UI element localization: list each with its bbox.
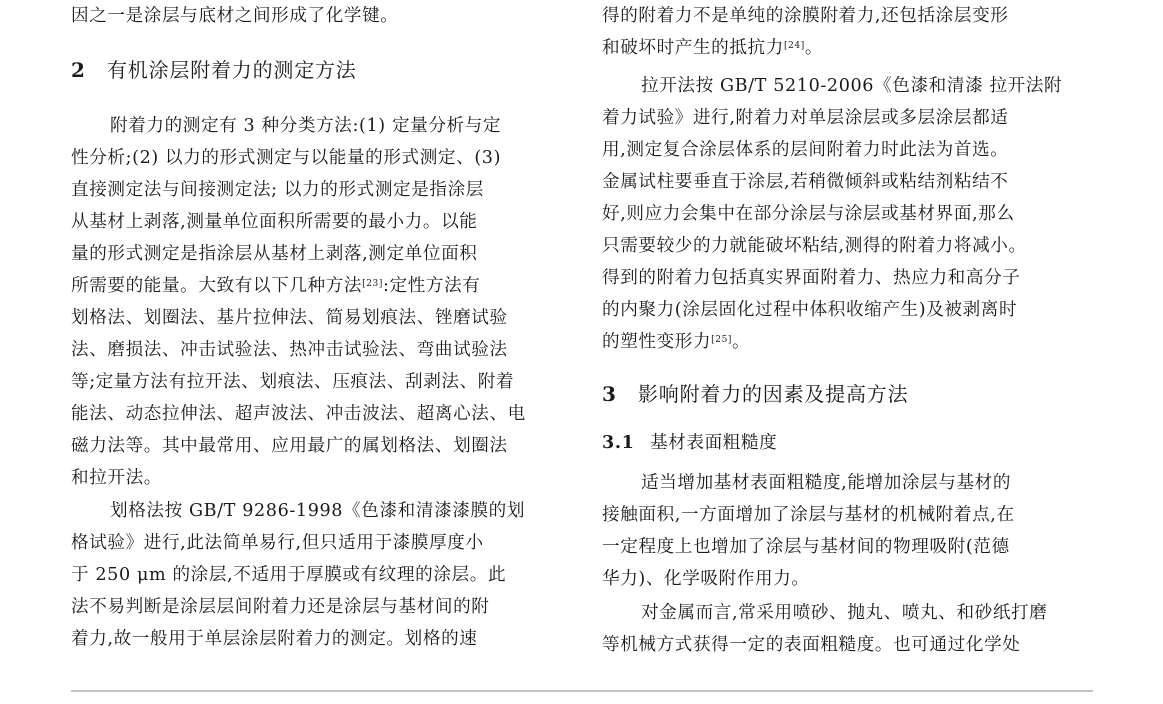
text-fragment: :定性方法有: [382, 276, 481, 296]
text-line: 华力)、化学吸附作用力。: [602, 569, 810, 589]
text-line: 对金属而言,常采用喷砂、抛丸、喷丸、和砂纸打磨: [641, 603, 1048, 623]
subsection-title: 基材表面粗糙度: [650, 433, 778, 453]
text-fragment: 。: [804, 38, 824, 58]
subsection-number: 3.1: [602, 432, 635, 453]
text-line: [71, 274, 480, 298]
citation-ref: [24]: [783, 41, 805, 51]
section-title: 影响附着力的因素及提高方法: [638, 382, 909, 406]
section-number: 3: [602, 382, 617, 406]
text-line: 因之一是涂层与底材之间形成了化学键。: [71, 6, 399, 26]
text-line: 从基材上剥落,测量单位面积所需要的最小力。以能: [71, 212, 478, 232]
text-line: 于 250 μm 的涂层,不适用于厚膜或有纹理的涂层。此: [71, 565, 507, 585]
text-line: 只需要较少的力就能破坏粘结,测得的附着力将减小。: [602, 236, 1027, 256]
text-line: 直接测定法与间接测定法; 以力的形式测定是指涂层: [71, 180, 484, 200]
text-line: 法不易判断是涂层层间附着力还是涂层与基材间的附: [71, 597, 490, 617]
text-fragment: 的塑性变形力: [602, 332, 712, 352]
text-line: 用,测定复合涂层体系的层间附着力时此法为首选。: [602, 140, 1009, 160]
text-line: 拉开法按 GB/T 5210-2006《色漆和清漆 拉开法附: [641, 76, 1063, 96]
text-line: 得的附着力不是单纯的涂膜附着力,还包括涂层变形: [602, 6, 1009, 26]
text-fragment: 。: [732, 332, 751, 352]
text-fragment: 所需要的能量。大致有以下几种方法: [71, 276, 363, 296]
text-line: 划格法、划圈法、基片拉伸法、简易划痕法、锉磨试验: [71, 308, 508, 328]
text-line: 等机械方式获得一定的表面粗糙度。也可通过化学处: [602, 635, 1021, 655]
text-line: 划格法按 GB/T 9286-1998《色漆和清漆漆膜的划: [110, 501, 526, 521]
text-line: 附着力的测定有 3 种分类方法:(1) 定量分析与定: [110, 116, 502, 136]
text-line: 适当增加基材表面粗糙度,能增加涂层与基材的: [641, 473, 1012, 493]
text-line: 等;定量方法有拉开法、划痕法、压痕法、刮剥法、附着: [71, 372, 515, 392]
text-line: 着力试验》进行,附着力对单层涂层或多层涂层都适: [602, 108, 1009, 128]
section-3-1-heading: [602, 431, 777, 455]
text-line: 的内聚力(涂层固化过程中体积收缩产生)及被剥离时: [602, 300, 1018, 320]
text-line: 量的形式测定是指涂层从基材上剥落,测定单位面积: [71, 244, 478, 264]
text-fragment: 和破坏时产生的抵抗力: [602, 38, 784, 58]
citation-ref: [25]: [711, 335, 733, 345]
text-line: 能法、动态拉伸法、超声波法、冲击波法、超离心法、电: [71, 404, 526, 424]
section-title: 有机涂层附着力的测定方法: [107, 58, 357, 82]
text-line: 接触面积,一方面增加了涂层与基材的机械附着点,在: [602, 505, 1015, 525]
text-line: 磁力法等。其中最常用、应用最广的属划格法、划圈法: [71, 436, 508, 456]
text-line: 着力,故一般用于单层涂层附着力的测定。划格的速: [71, 629, 478, 649]
text-line: 性分析;(2) 以力的形式测定与以能量的形式测定、(3): [71, 148, 502, 168]
text-line: 一定程度上也增加了涂层与基材间的物理吸附(范德: [602, 537, 1010, 557]
text-line: 金属试柱要垂直于涂层,若稍微倾斜或粘结剂粘结不: [602, 172, 1009, 192]
text-line: [602, 330, 750, 354]
text-line: 得到的附着力包括真实界面附着力、热应力和高分子: [602, 268, 1021, 288]
citation-ref: [23]: [362, 279, 383, 289]
footer-divider: [71, 690, 1093, 692]
text-line: 格试验》进行,此法简单易行,但只适用于漆膜厚度小: [71, 533, 484, 553]
text-line: 好,则应力会集中在部分涂层与涂层或基材界面,那么: [602, 204, 1015, 224]
section-2-heading: [71, 58, 357, 82]
text-line: 和拉开法。: [71, 468, 162, 488]
section-3-heading: [602, 382, 908, 406]
text-line: [602, 36, 823, 60]
section-number: 2: [71, 58, 86, 82]
text-line: 法、磨损法、冲击试验法、热冲击试验法、弯曲试验法: [71, 340, 508, 360]
